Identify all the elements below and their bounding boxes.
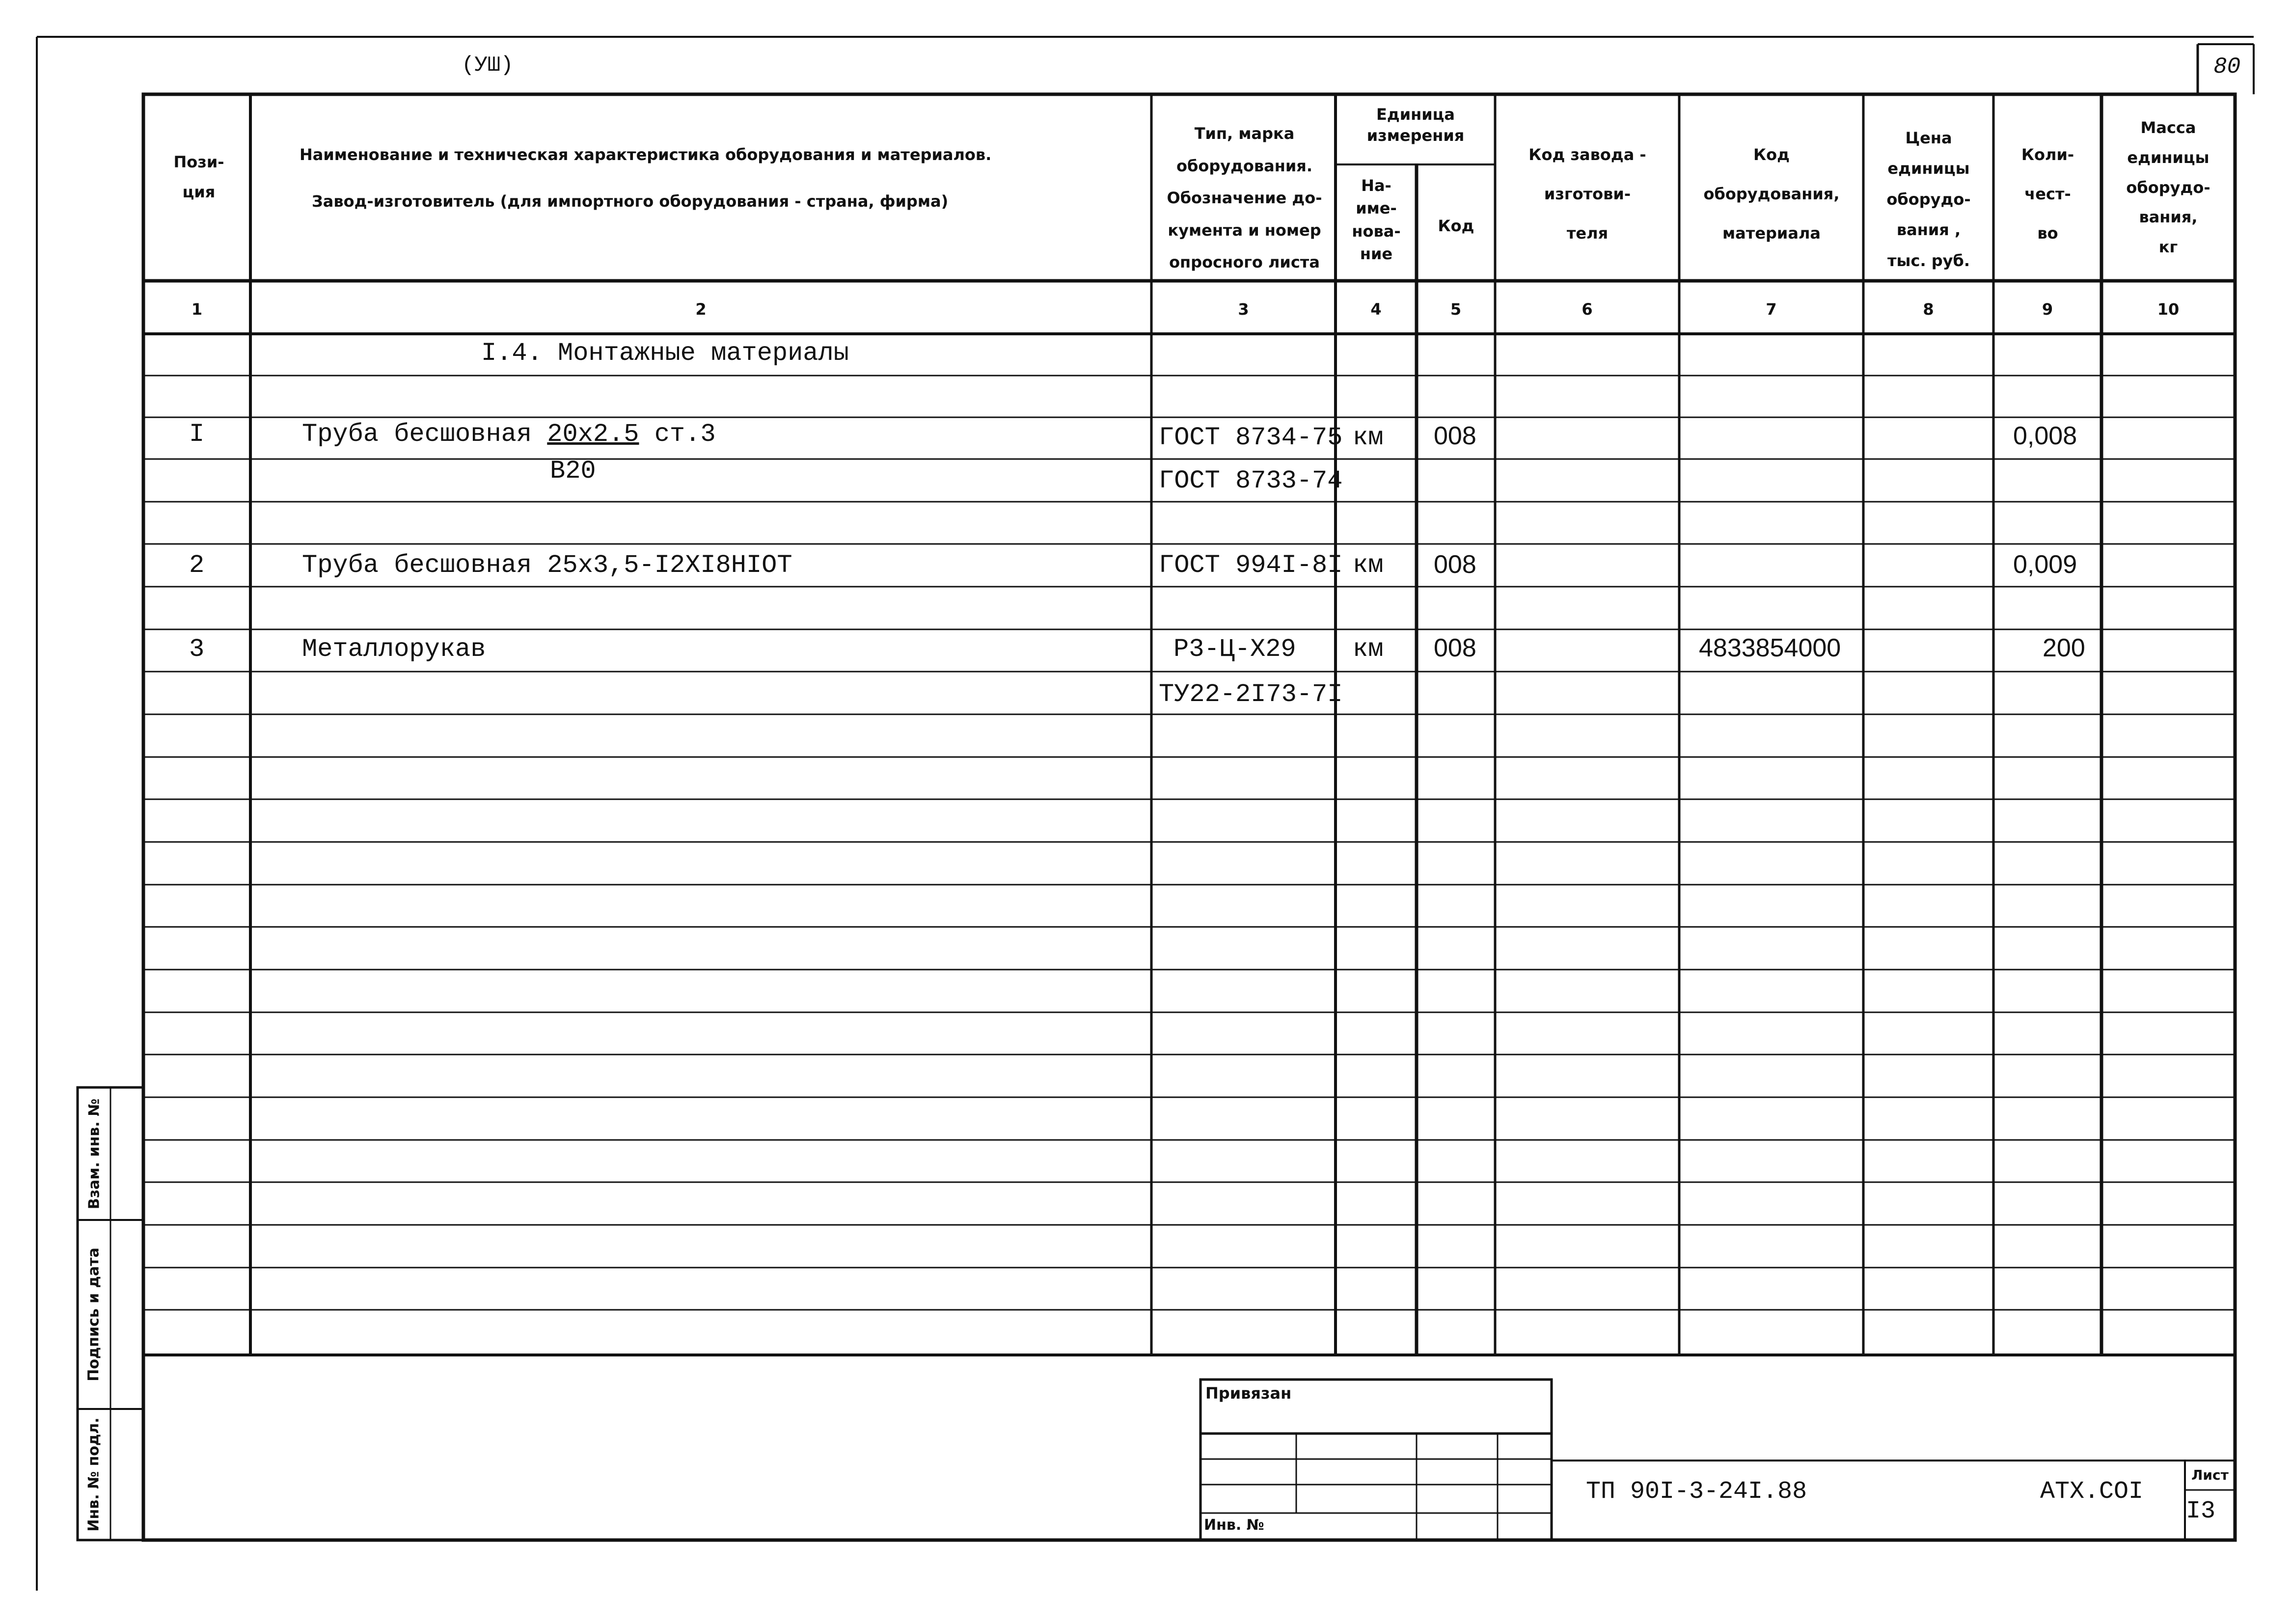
item-unit-code: 008	[1434, 422, 1476, 450]
side-stamp-replacement: Взам. инв. №	[85, 1098, 103, 1209]
col-name-header-line2: Завод-изготовитель (для импортного оборудования - страна, фирма)	[312, 192, 949, 211]
col-quantity-header: Коли- чест- во	[2021, 145, 2074, 243]
item-type: Р3-Ц-Х29	[1173, 635, 1296, 664]
item-name: Металлорукав	[302, 635, 486, 664]
col-number: 5	[1450, 300, 1462, 319]
col-position-header: Пози- ция	[173, 153, 224, 201]
col-price-header: Цена единицы оборудо- вания , тыс. руб.	[1886, 129, 1971, 270]
item-name: Труба бесшовная 20х2.5 ст.3	[302, 420, 716, 449]
item-position: I	[189, 420, 205, 449]
col-number: 1	[191, 300, 203, 319]
item-quantity: 0,008	[2013, 422, 2077, 450]
col-number: 4	[1370, 300, 1382, 319]
col-number: 10	[2157, 300, 2180, 319]
col-number: 8	[1923, 300, 1934, 319]
item-unit-code: 008	[1434, 550, 1476, 579]
section-mark: (УШ)	[462, 53, 514, 78]
item-unit: км	[1353, 423, 1384, 452]
item-quantity: 0,009	[2013, 550, 2077, 579]
col-number: 3	[1238, 300, 1249, 319]
item-name-line2: В20	[550, 457, 596, 486]
col-unit-name-header: На- име- нова- ние	[1352, 176, 1401, 264]
section-title: I.4. Монтажные материалы	[481, 339, 849, 368]
side-stamp-original-inv: Инв. № подл.	[85, 1417, 103, 1532]
item-name: Труба бесшовная 25х3,5-I2XI8HIOT	[302, 551, 792, 580]
sheet-number: I3	[2186, 1497, 2216, 1525]
document-designation: ТП 90I-3-24I.88	[1586, 1478, 1807, 1506]
item-unit: км	[1353, 635, 1384, 664]
corner-number: 80	[2213, 54, 2241, 80]
col-number: 9	[2042, 300, 2053, 319]
item-document: ТУ22-2I73-7I	[1159, 680, 1343, 709]
item-material-code: 4833854000	[1699, 634, 1841, 662]
col-unit-code-header: Код	[1438, 217, 1474, 235]
col-number: 6	[1582, 300, 1593, 319]
sheet-label: Лист	[2191, 1467, 2229, 1483]
item-quantity: 200	[2043, 634, 2085, 662]
col-type-header: Тип, марка оборудования. Обозначение до- кумента и номер опросного листа	[1167, 124, 1322, 272]
item-position: 2	[189, 551, 205, 580]
item-unit: км	[1353, 551, 1384, 580]
col-material-code-header: Код оборудования, материала	[1703, 145, 1840, 243]
side-stamp-signature: Подпись и дата	[85, 1247, 103, 1381]
col-unit-group-header: Единица измерения	[1366, 105, 1465, 145]
document-code: АТХ.СОI	[2040, 1478, 2144, 1506]
item-position: 3	[189, 635, 205, 664]
bound-label: Привязан	[1205, 1384, 1292, 1403]
item-document: ГОСТ 8733-74	[1159, 466, 1343, 495]
col-number: 7	[1766, 300, 1777, 319]
col-number: 2	[695, 300, 707, 319]
item-unit-code: 008	[1434, 634, 1476, 662]
item-document: ГОСТ 8734-75	[1159, 423, 1343, 452]
col-name-header-line1: Наименование и техническая характеристика оборудования и материалов.	[300, 145, 992, 164]
col-factory-code-header: Код завода - изготови- теля	[1528, 145, 1646, 243]
col-mass-header: Масса единицы оборудо- вания, кг	[2126, 118, 2210, 257]
item-document: ГОСТ 994I-8I	[1159, 551, 1343, 580]
inventory-label: Инв. №	[1204, 1516, 1264, 1534]
